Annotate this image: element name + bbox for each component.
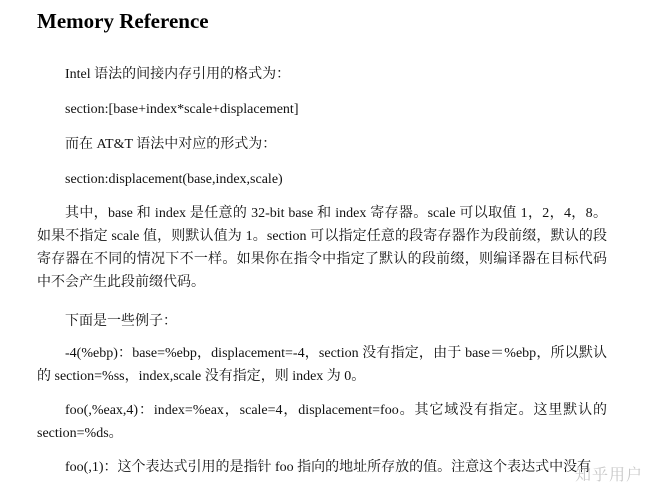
paragraph-example-foo-eax: foo(,%eax,4)：index=%eax，scale=4，displacement=foo。其它域没有指定。这里默认的 section=%ds。 [37,403,607,441]
watermark: 知乎用户 [574,465,643,484]
paragraph-explanation: 其中，base 和 index 是任意的 32-bit base 和 index 寄存器。scale 可以取值 1，2，4，8。如果不指定 scale 值，则默认值为 1。section 可以指定任意的段寄存器作为段前缀，默认的段寄存器在不同的情况下不一样。如果你在指令中指定了默认的段前缀，则编译器在目标代码中不会产生此段前缀代码。 [37,206,607,290]
paragraph-att-syntax-format: section:displacement(base,index,scale) [65,172,283,187]
paragraph-att-syntax-intro: 而在 AT&T 语法中对应的形式为： [65,137,277,152]
paragraph-intel-syntax-format: section:[base+index*scale+displacement] [65,102,299,117]
document-title: Memory Reference [37,9,209,33]
paragraph-example-ebp: -4(%ebp)：base=%ebp，displacement=-4，section 没有指定，由于 base＝%ebp，所以默认的 section=%ss，index,scale 没有指定，则 index 为 0。 [37,346,607,384]
paragraph-intel-syntax-intro: Intel 语法的间接内存引用的格式为： [65,67,291,82]
paragraph-examples-intro: 下面是一些例子： [65,314,177,329]
paragraph-example-foo-1: foo(,1)：这个表达式引用的是指针 foo 指向的地址所存放的值。注意这个表达式中没有 [65,460,592,475]
